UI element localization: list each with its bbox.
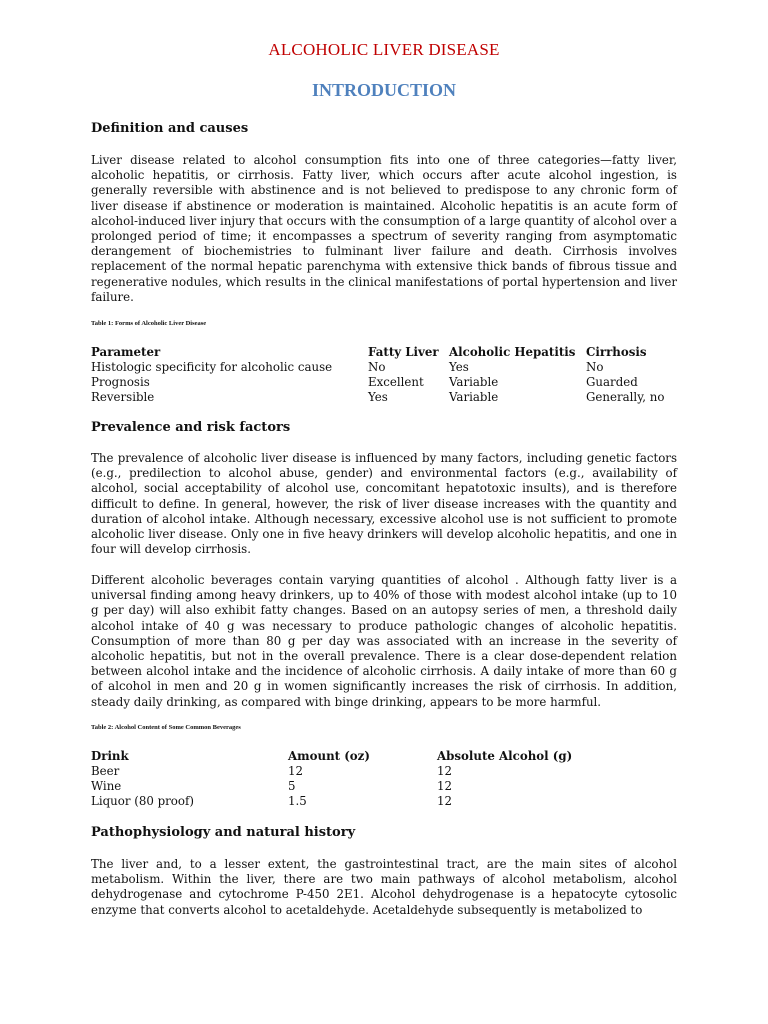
table-cell: Histologic specificity for alcoholic cause xyxy=(91,359,333,374)
table2-header-row xyxy=(89,748,635,763)
pathophysiology-paragraph: The liver and, to a lesser extent, the gastrointestinal tract, are the main sites of alcohol metabolism. Within the liver, there are two main pathways of alcohol metabolism, alcohol dehydrogenase and cytochrome P-450 2E1. Alcohol dehydrogenase is a hepatocyte cytosolic enzyme that converts alcohol to acetaldehyde. Acetaldehyde subsequently is metabolized to xyxy=(91,857,677,917)
table-cell: Yes xyxy=(368,389,388,404)
table-cell: Generally, no xyxy=(586,389,665,404)
prevalence-paragraph-1: The prevalence of alcoholic liver disease is influenced by many factors, including genetic factors (e.g., predilection to alcohol abuse, gender) and environmental factors (e.g., availability of alcohol, social acceptability of alcohol use, concomitant hepatotoxic insults), and is therefore difficult to define. In general, however, the risk of liver disease increases with the quantity and duration of alcohol intake. Although necessary, excessive alcohol use is not sufficient to promote alcoholic liver disease. Only one in five heavy drinkers will develop alcoholic hepatitis, and one in four will develop cirrhosis. xyxy=(91,451,677,557)
definition-paragraph: Liver disease related to alcohol consumption fits into one of three categories—fatty liver, alcoholic hepatitis, or cirrhosis. Fatty liver, which occurs after acute alcohol ingestion, is generally reversible with abstinence and is not believed to predispose to any chronic form of liver disease if abstinence or moderation is maintained. Alcoholic hepatitis is an acute form of alcohol-induced liver injury that occurs with the consumption of a large quantity of alcohol over a prolonged period of time; it encompasses a spectrum of severity ranging from asymptomatic derangement of biochemistries to fulminant liver failure and death. Cirrhosis involves replacement of the normal hepatic parenchyma with extensive thick bands of fibrous tissue and regenerative nodules, which results in the clinical manifestations of portal hypertension and liver failure. xyxy=(91,153,677,304)
table2-header-cell: Amount (oz) xyxy=(288,748,370,763)
table-cell: 12 xyxy=(437,763,453,778)
table-cell: No xyxy=(368,359,386,374)
introduction-heading: INTRODUCTION xyxy=(311,80,457,100)
table-cell: 12 xyxy=(437,778,453,793)
table2-caption: Table 2: Alcohol Content of Some Common Beverages xyxy=(91,724,241,731)
prevalence-paragraph-2: Different alcoholic beverages contain varying quantities of alcohol . Although fatty liver is a universal finding among heavy drinkers, up to 40% of those with modest alcohol intake (up to 10 g per day) will also exhibit fatty changes. Based on an autopsy series of men, a threshold daily alcohol intake of 40 g was necessary to produce pathologic changes of alcoholic hepatitis. Consumption of more than 80 g per day was associated with an increase in the severity of alcoholic hepatitis, but not in the overall prevalence. There is a clear dose-dependent relation between alcohol intake and the incidence of alcoholic cirrhosis. A daily intake of more than 60 g of alcohol in men and 20 g in women significantly increases the risk of cirrhosis. In addition, steady daily drinking, as compared with binge drinking, appears to be more harmful. xyxy=(91,573,677,709)
document-title: ALCOHOLIC LIVER DISEASE xyxy=(268,40,500,59)
prevalence-heading: Prevalence and risk factors xyxy=(91,420,291,435)
table1-header-cell: Cirrhosis xyxy=(586,344,647,359)
table1-header-cell: Fatty Liver xyxy=(368,344,439,359)
table-cell: Prognosis xyxy=(91,374,150,389)
table-row xyxy=(89,359,679,374)
table-row xyxy=(89,778,635,793)
table-cell: 12 xyxy=(288,763,304,778)
table-cell: Guarded xyxy=(586,374,638,389)
table-cell: Reversible xyxy=(91,389,155,404)
table2-header-cell: Absolute Alcohol (g) xyxy=(437,748,573,763)
definition-heading: Definition and causes xyxy=(91,121,249,136)
table-row xyxy=(89,763,635,778)
table1-header-cell: Parameter xyxy=(91,344,161,359)
table-cell: Excellent xyxy=(368,374,424,389)
table-cell: Liquor (80 proof) xyxy=(91,793,194,808)
pathophysiology-heading: Pathophysiology and natural history xyxy=(91,825,356,840)
table-cell: Variable xyxy=(449,389,499,404)
table-cell: 5 xyxy=(288,778,296,793)
table-row xyxy=(89,793,635,808)
table-cell: 12 xyxy=(437,793,453,808)
table-cell: Yes xyxy=(449,359,469,374)
table-cell: No xyxy=(586,359,604,374)
table-row xyxy=(89,389,679,404)
table1-header-row xyxy=(89,344,679,359)
table2-alcohol-content xyxy=(89,748,635,808)
table-row xyxy=(89,374,679,389)
table-cell: Variable xyxy=(449,374,499,389)
table-cell: 1.5 xyxy=(288,793,307,808)
table1-forms-of-liver-disease xyxy=(89,344,679,404)
table1-header-cell: Alcoholic Hepatitis xyxy=(449,344,576,359)
table-cell: Beer xyxy=(91,763,120,778)
table1-caption: Table 1: Forms of Alcoholic Liver Disease xyxy=(91,320,207,327)
table-cell: Wine xyxy=(91,778,122,793)
table2-header-cell: Drink xyxy=(91,748,129,763)
